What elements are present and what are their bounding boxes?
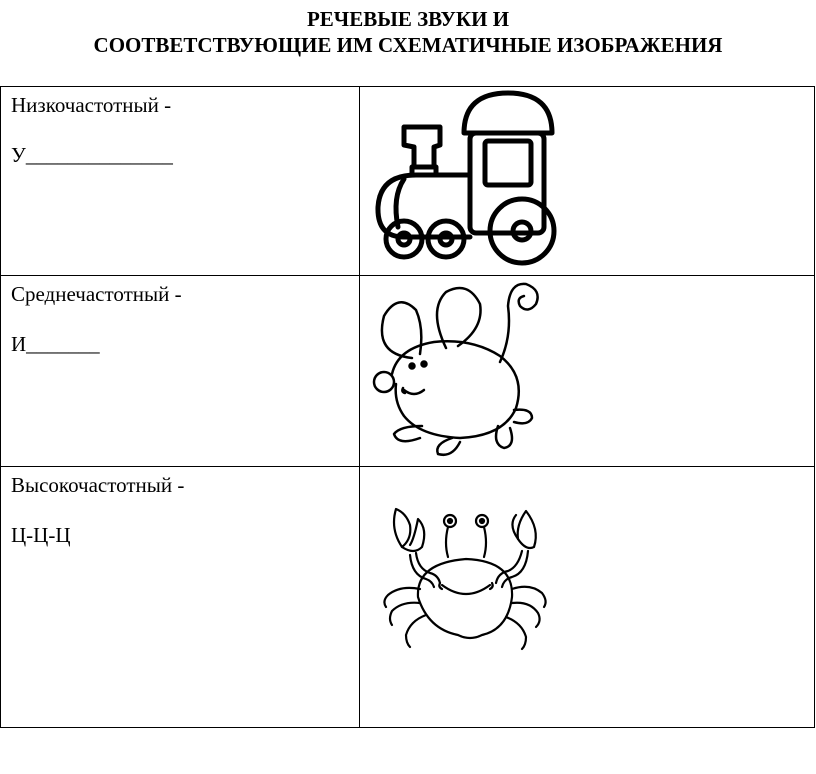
picture-cell (360, 87, 815, 276)
train-icon (364, 87, 564, 269)
sound-text: У______________ (11, 143, 173, 167)
title-line-2: СООТВЕТСТВУЮЩИЕ ИМ СХЕМАТИЧНЫЕ ИЗОБРАЖЕНИЯ (93, 33, 723, 57)
picture-cell (360, 276, 815, 467)
table-row (1, 467, 815, 728)
text-cell (1, 467, 360, 728)
picture-cell (360, 467, 815, 728)
sound-text: Ц-Ц-Ц (11, 523, 71, 547)
sound-text: И_______ (11, 332, 100, 356)
frequency-label: Низкочастотный - (11, 93, 172, 117)
page-title (0, 6, 816, 58)
mouse-icon (364, 276, 574, 460)
crab-icon (366, 489, 566, 669)
frequency-label: Среднечастотный - (11, 282, 182, 306)
table-row (1, 87, 815, 276)
text-cell (1, 87, 360, 276)
sounds-table (0, 86, 815, 728)
frequency-label: Высокочастотный - (11, 473, 185, 497)
title-line-1: РЕЧЕВЫЕ ЗВУКИ И (306, 7, 510, 31)
table-row (1, 276, 815, 467)
text-cell (1, 276, 360, 467)
